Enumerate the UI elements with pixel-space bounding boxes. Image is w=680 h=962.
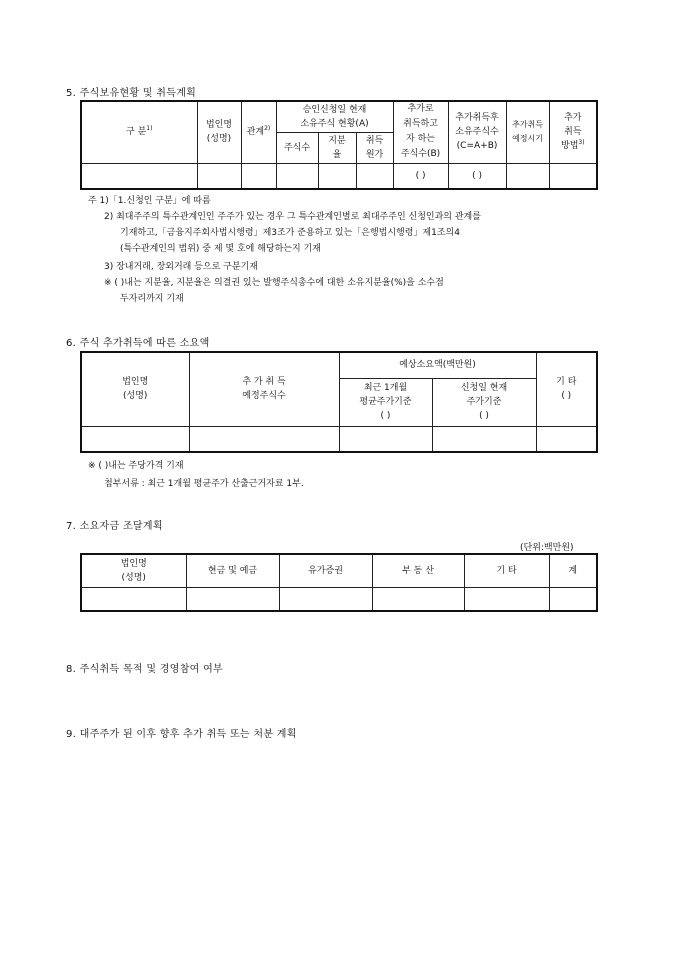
note-line: ※ ( )내는 지분율, 지분율은 의결권 있는 발행주식총수에 대한 소유지분율(%)을 소수점 <box>104 278 444 288</box>
acquisition-cost-table <box>80 351 598 453</box>
note-line: 3) 장내거래, 장외거래 등으로 구분기재 <box>104 262 258 272</box>
method-header: 추가 취득 방법$^{3)}$ <box>549 101 597 163</box>
table-cell <box>549 587 597 611</box>
total-header: 계 <box>549 554 597 587</box>
table-cell <box>189 426 339 452</box>
table-cell <box>197 163 241 189</box>
post-acquisition-value: ( ) <box>448 163 506 189</box>
table-cell <box>81 587 186 611</box>
relation-header: 관계$^{2)}$ <box>241 101 276 163</box>
table-cell <box>549 163 597 189</box>
corp-name-header: 법인명 (성명) <box>81 352 189 426</box>
table-cell <box>279 587 372 611</box>
other-header: 기 타 <box>464 554 549 587</box>
note-line: 첨부서류 : 최근 1개월 평균주가 산출근거자료 1부. <box>104 479 304 489</box>
acq-cost-header: 취득 원가 <box>356 132 393 163</box>
table-row <box>81 426 597 452</box>
post-acquisition-header: 추가취득후 소유주식수 (C=A+B) <box>448 101 506 163</box>
table-cell <box>241 163 276 189</box>
expected-cost-header: 예상소요액(백만원) <box>339 352 536 378</box>
table-cell <box>339 426 432 452</box>
table-cell <box>432 426 536 452</box>
current-price-header: 신청일 현재 주가기준 ( ) <box>432 378 536 426</box>
table-cell <box>464 587 549 611</box>
stake-header: 지분 율 <box>318 132 356 163</box>
table-cell <box>536 426 597 452</box>
section6-title: 6. 주식 추가취득에 따른 소요액 <box>66 338 210 349</box>
funding-plan-table <box>80 553 598 612</box>
note-line: (특수관계인의 범위) 중 제 몇 호에 해당하는지 기재 <box>120 244 321 254</box>
real-estate-header: 부 동 산 <box>372 554 464 587</box>
stock-holding-table <box>80 100 598 190</box>
table-cell <box>81 426 189 452</box>
note-line: 주 1)「1.신청인 구분」에 따름 <box>88 196 211 206</box>
other-header: 기 타 ( ) <box>536 352 597 426</box>
table-cell <box>276 163 318 189</box>
section9-title: 9. 대주주가 된 이후 향후 추가 취득 또는 처분 계획 <box>66 729 297 740</box>
table-cell <box>356 163 393 189</box>
table-cell <box>372 587 464 611</box>
shares-header: 주식수 <box>276 132 318 163</box>
table-cell <box>318 163 356 189</box>
planned-shares-header: 추 가 취 득 예정주식수 <box>189 352 339 426</box>
schedule-header: 추가취득 예정시기 <box>506 101 549 163</box>
unit-label: (단위:백만원) <box>520 543 574 553</box>
table-cell <box>81 163 197 189</box>
corp-name-header: 법인명 (성명) <box>81 554 186 587</box>
table-row <box>81 587 597 611</box>
section5-title: 5. 주식보유현황 및 취득계획 <box>66 88 197 99</box>
additional-shares-value: ( ) <box>393 163 448 189</box>
recent-avg-header: 최근 1개월 평균주가기준 ( ) <box>339 378 432 426</box>
table-cell <box>186 587 279 611</box>
table-row <box>81 163 597 189</box>
corp-name-header: 법인명 (성명) <box>197 101 241 163</box>
securities-header: 유가증권 <box>279 554 372 587</box>
cash-header: 현금 및 예금 <box>186 554 279 587</box>
note-line: 두자리까지 기재 <box>120 294 184 304</box>
table-cell <box>506 163 549 189</box>
note-line: 2) 최대주주의 특수관계인인 주주가 있는 경우 그 특수관계인별로 최대주주인 신청인과의 관계를 <box>104 212 481 222</box>
note-line: ※ ( )내는 주당가격 기재 <box>88 461 184 471</box>
section8-title: 8. 주식취득 목적 및 경영참여 여부 <box>66 664 224 675</box>
additional-shares-header: 추가로 취득하고 자 하는 주식수(B) <box>393 101 448 163</box>
approved-holding-header: 승인신청일 현재 소유주식 현황(A) <box>276 101 393 132</box>
note-line: 기재하고,「금융지주회사법시행령」제3조가 준용하고 있는「은행법시행령」제1조의4 <box>120 228 460 238</box>
section7-title: 7. 소요자금 조달계획 <box>66 521 163 532</box>
category-header: 구 분$^{1)}$ <box>81 101 197 163</box>
